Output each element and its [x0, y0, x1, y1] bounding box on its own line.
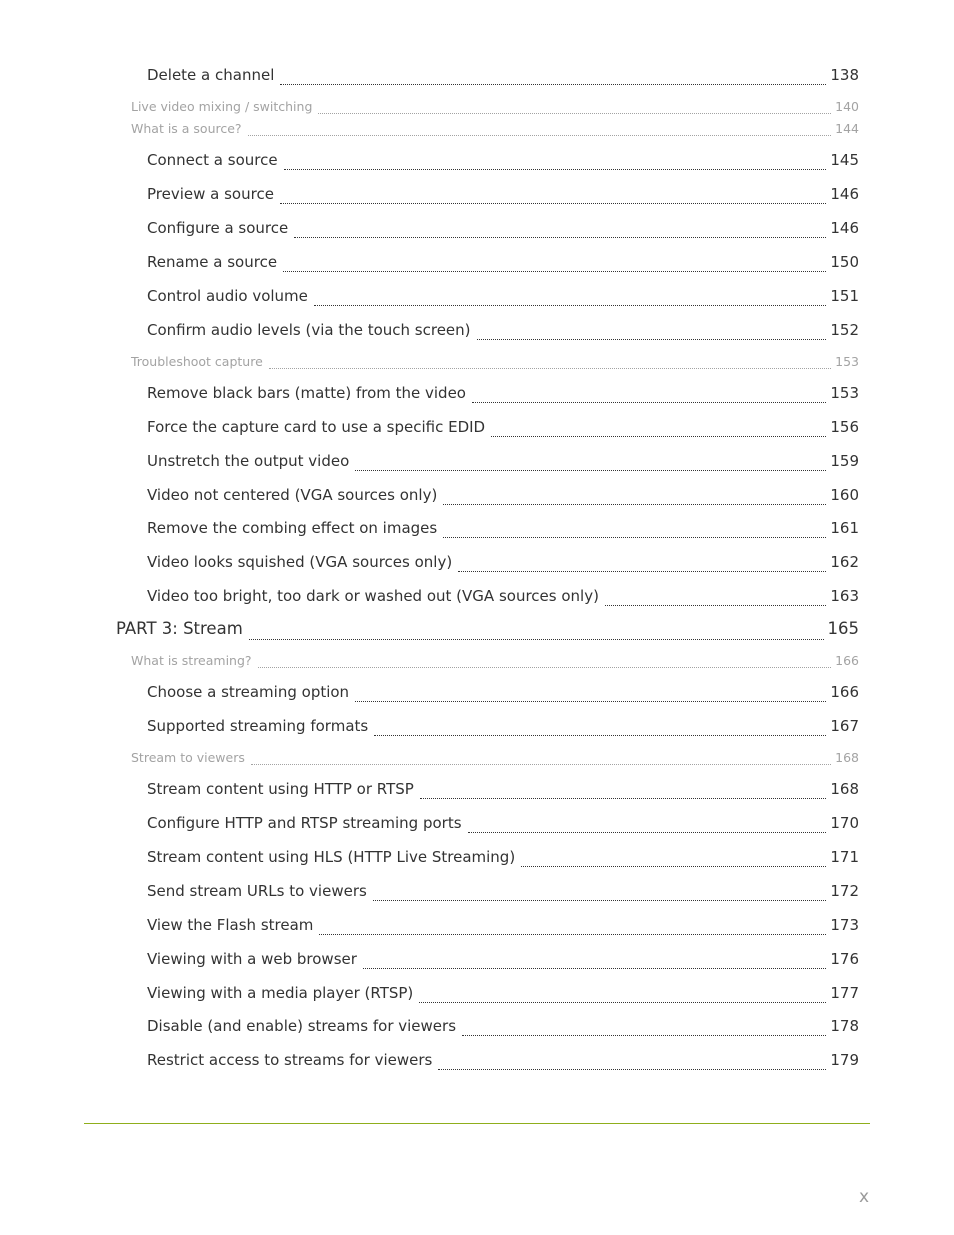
toc-entry-label: Delete a channel [147, 66, 275, 84]
dot-leader [269, 371, 831, 372]
dot-leader [373, 903, 827, 904]
dot-leader [294, 240, 826, 241]
toc-entry-page: 151 [830, 287, 859, 305]
toc-entry-label: Video looks squished (VGA sources only) [147, 553, 453, 571]
toc-entry-label: Stream content using HLS (HTTP Live Streaming) [147, 848, 516, 866]
toc-entry-supported-streaming-formats[interactable] [147, 717, 859, 739]
toc-entry-page: 166 [835, 653, 859, 668]
dot-leader [605, 608, 826, 609]
dot-leader [443, 507, 826, 508]
toc-entry-page: 176 [830, 950, 859, 968]
dot-leader [280, 87, 826, 88]
toc-entry-label: Troubleshoot capture [131, 354, 263, 369]
dot-leader [477, 342, 827, 343]
toc-entry-page: 172 [830, 882, 859, 900]
dot-leader [319, 937, 826, 938]
toc-entry-label: Control audio volume [147, 287, 308, 305]
dot-leader [280, 206, 826, 207]
toc-entry-remove-black-bars[interactable] [147, 384, 859, 406]
toc-entry-page: 153 [830, 384, 859, 402]
toc-entry-viewing-web-browser[interactable] [147, 950, 859, 972]
toc-entry-connect-a-source[interactable] [147, 151, 859, 173]
dot-leader [248, 138, 832, 139]
toc-entry-label: Disable (and enable) streams for viewers [147, 1017, 457, 1035]
toc-entry-page: 146 [830, 185, 859, 203]
dot-leader [355, 473, 826, 474]
toc-entry-label: View the Flash stream [147, 916, 314, 934]
toc-entry-disable-enable-streams[interactable] [147, 1017, 859, 1039]
page-number: x [858, 1187, 869, 1207]
toc-entry-page: 162 [830, 553, 859, 571]
dot-leader [283, 274, 826, 275]
toc-entry-page: 145 [830, 151, 859, 169]
dot-leader [420, 801, 827, 802]
toc-entry-label: What is a source? [131, 121, 242, 136]
toc-entry-label: Live video mixing / switching [131, 99, 313, 114]
toc-entry-label: Stream content using HTTP or RTSP [147, 780, 414, 798]
toc-entry-part-3-stream[interactable] [116, 619, 859, 643]
toc-entry-page: 150 [830, 253, 859, 271]
toc-entry-page: 170 [830, 814, 859, 832]
toc-entry-label: Rename a source [147, 253, 278, 271]
toc-entry-label: What is streaming? [131, 653, 252, 668]
toc-entry-restrict-access-streams[interactable] [147, 1051, 859, 1073]
toc-entry-label: Viewing with a media player (RTSP) [147, 984, 414, 1002]
toc-entry-live-video-mixing[interactable] [131, 99, 859, 117]
toc-entry-video-too-bright[interactable] [147, 587, 859, 609]
toc-entry-page: 167 [830, 717, 859, 735]
toc-entry-configure-streaming-ports[interactable] [147, 814, 859, 836]
toc-entry-page: 159 [830, 452, 859, 470]
toc-entry-control-audio-volume[interactable] [147, 287, 859, 309]
toc-entry-label: Viewing with a web browser [147, 950, 357, 968]
toc-entry-page: 168 [830, 780, 859, 798]
toc-entry-page: 171 [830, 848, 859, 866]
toc-entry-choose-streaming-option[interactable] [147, 683, 859, 705]
toc-entry-troubleshoot-capture[interactable] [131, 354, 859, 372]
footer-rule [84, 1123, 870, 1124]
toc-entry-label: Configure HTTP and RTSP streaming ports [147, 814, 462, 832]
dot-leader [284, 172, 827, 173]
toc-entry-page: 161 [830, 519, 859, 537]
toc-entry-page: 152 [830, 321, 859, 339]
dot-leader [458, 574, 826, 575]
toc-entry-page: 166 [830, 683, 859, 701]
toc-entry-page: 163 [830, 587, 859, 605]
toc-entry-rename-a-source[interactable] [147, 253, 859, 275]
toc-entry-page: 179 [830, 1051, 859, 1069]
dot-leader [491, 439, 826, 440]
toc-entry-label: Configure a source [147, 219, 289, 237]
dot-leader [462, 1038, 826, 1039]
dot-leader [258, 670, 832, 671]
dot-leader [438, 1072, 826, 1073]
dot-leader [249, 642, 824, 643]
toc-entry-page: 140 [835, 99, 859, 114]
toc-entry-page: 168 [835, 750, 859, 765]
toc-entry-label: Restrict access to streams for viewers [147, 1051, 433, 1069]
toc-entry-page: 160 [830, 486, 859, 504]
toc-entry-label: Choose a streaming option [147, 683, 350, 701]
toc-entry-label: Send stream URLs to viewers [147, 882, 367, 900]
toc-entry-page: 146 [830, 219, 859, 237]
toc-entry-label: Confirm audio levels (via the touch screen) [147, 321, 471, 339]
toc-entry-video-looks-squished[interactable] [147, 553, 859, 575]
toc-entry-view-flash-stream[interactable] [147, 916, 859, 938]
dot-leader [468, 835, 827, 836]
toc-entry-label: Video not centered (VGA sources only) [147, 486, 438, 504]
toc-entry-configure-a-source[interactable] [147, 219, 859, 241]
toc-entry-preview-a-source[interactable] [147, 185, 859, 207]
toc-entry-unstretch-output-video[interactable] [147, 452, 859, 474]
toc-entry-label: Connect a source [147, 151, 278, 169]
toc-entry-force-specific-edid[interactable] [147, 418, 859, 440]
dot-leader [363, 971, 826, 972]
dot-leader [521, 869, 826, 870]
toc-entry-label: Video too bright, too dark or washed out (VGA sources only) [147, 587, 599, 605]
toc-entry-label: Stream to viewers [131, 750, 245, 765]
toc-entry-page: 156 [830, 418, 859, 436]
dot-leader [251, 767, 831, 768]
toc-entry-label: Supported streaming formats [147, 717, 369, 735]
dot-leader [374, 738, 826, 739]
toc-entry-label: Force the capture card to use a specific EDID [147, 418, 486, 436]
toc-entry-send-stream-urls[interactable] [147, 882, 859, 904]
toc-entry-label: Remove the combing effect on images [147, 519, 438, 537]
dot-leader [443, 540, 826, 541]
toc-entry-stream-hls[interactable] [147, 848, 859, 870]
toc-entry-confirm-audio-levels[interactable] [147, 321, 859, 343]
toc-entry-video-not-centered[interactable] [147, 486, 859, 508]
toc-entry-stream-to-viewers[interactable] [131, 750, 859, 768]
toc-entry-page: 165 [827, 619, 859, 638]
toc-entry-page: 178 [830, 1017, 859, 1035]
toc-entry-delete-a-channel[interactable] [147, 66, 859, 88]
toc-entry-viewing-media-player[interactable] [147, 984, 859, 1006]
dot-leader [419, 1005, 826, 1006]
dot-leader [318, 116, 831, 117]
dot-leader [355, 704, 826, 705]
toc-entry-remove-combing-effect[interactable] [147, 519, 859, 541]
toc-entry-label: Preview a source [147, 185, 274, 203]
dot-leader [472, 405, 826, 406]
toc-entry-label: Unstretch the output video [147, 452, 350, 470]
toc-entry-page: 153 [835, 354, 859, 369]
dot-leader [314, 308, 826, 309]
toc-entry-page: 173 [830, 916, 859, 934]
toc-entry-page: 177 [830, 984, 859, 1002]
toc-entry-page: 144 [835, 121, 859, 136]
toc-entry-what-is-streaming[interactable] [131, 653, 859, 671]
toc-entry-page: 138 [830, 66, 859, 84]
toc-entry-stream-http-rtsp[interactable] [147, 780, 859, 802]
toc-entry-what-is-a-source[interactable] [131, 121, 859, 139]
toc-entry-label: PART 3: Stream [116, 619, 243, 638]
toc-entry-label: Remove black bars (matte) from the video [147, 384, 466, 402]
